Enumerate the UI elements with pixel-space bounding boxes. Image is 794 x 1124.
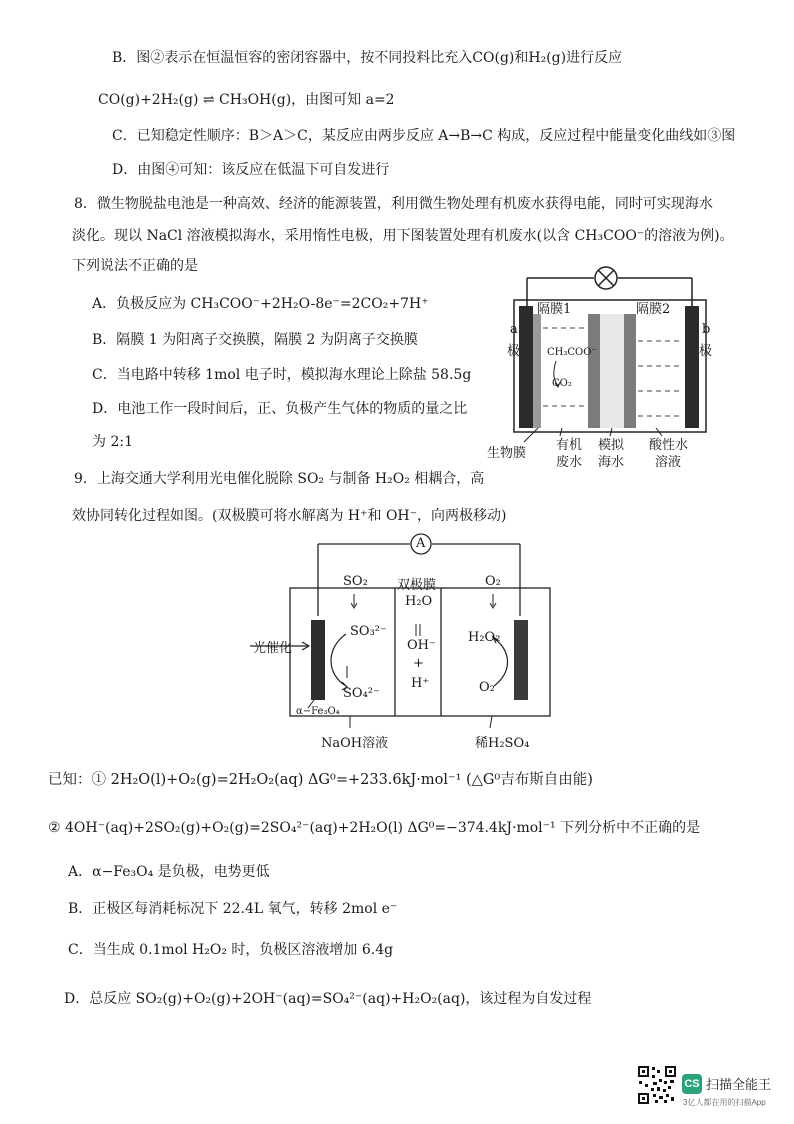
- so4-label: SO₄²⁻: [343, 686, 380, 701]
- qr-code-icon: [637, 1065, 677, 1105]
- membrane-2: [624, 314, 636, 428]
- camscanner-tagline: 3亿人都在用的扫描App: [683, 1098, 766, 1107]
- electrode-b-label-1: b: [702, 322, 711, 337]
- seawater-label-2: 海水: [598, 455, 625, 470]
- acid-label-2: 溶液: [655, 455, 682, 470]
- bipolar-label: 双极膜: [397, 578, 437, 593]
- q8-option-d-line2: 为 2:1: [92, 434, 133, 450]
- camscanner-logo: CS: [682, 1074, 702, 1094]
- h-label: H⁺: [411, 676, 430, 691]
- h2so4-label: 稀H₂SO₄: [475, 736, 530, 751]
- naoh-label: NaOH溶液: [321, 736, 389, 751]
- h2o2-label: H₂O₂: [468, 630, 501, 645]
- membrane-1: [588, 314, 600, 428]
- acid-label-1: 酸性水: [649, 438, 689, 453]
- q9-option-c: C．当生成 0.1mol H₂O₂ 时，负极区溶液增加 6.4g: [68, 942, 394, 958]
- fe3o4-electrode: [311, 620, 325, 700]
- co2-label: CO₂: [552, 378, 572, 389]
- q8-option-d-line1: D．电池工作一段时间后，正、负极产生气体的物质的量之比: [92, 401, 468, 417]
- plus-label: +: [413, 656, 424, 671]
- membrane1-label: 隔膜1: [537, 302, 572, 317]
- right-electrode: [514, 620, 528, 700]
- q8-option-b: B．隔膜 1 为阳离子交换膜，隔膜 2 为阴离子交换膜: [92, 332, 418, 348]
- q8-stem-line1: 8．微生物脱盐电池是一种高效、经济的能源装置，利用微生物处理有机废水获得电能，同时可实现海水: [74, 196, 713, 212]
- oh-label: OH⁻: [407, 638, 436, 653]
- q9-option-b: B．正极区每消耗标况下 22.4L 氧气，转移 2mol e⁻: [68, 901, 398, 917]
- q9-stem-line1: 9．上海交通大学利用光电催化脱除 SO₂ 与制备 H₂O₂ 相耦合，高: [74, 471, 485, 487]
- o2-label: O₂: [479, 680, 495, 695]
- seawater-label-1: 模拟: [598, 438, 625, 453]
- acetate-label: CH₃COO⁻: [547, 347, 597, 358]
- organic-label-1: 有机: [556, 438, 583, 453]
- q9-option-a: A．α−Fe₃O₄ 是负极，电势更低: [68, 864, 270, 880]
- organic-label-2: 废水: [556, 455, 583, 470]
- electrode-b: [685, 306, 699, 428]
- o2-top-label: O₂: [485, 574, 501, 589]
- electrode-a: [519, 306, 533, 428]
- electrode-a-label-1: a: [510, 322, 518, 337]
- q7-option-b-line2: CO(g)+2H₂(g) ⇌ CH₃OH(g)，由图可知 a=2: [98, 92, 395, 108]
- electrode-a-label-2: 极: [507, 344, 521, 359]
- so3-label: SO₃²⁻: [350, 624, 387, 639]
- q9-known-2: ② 4OH⁻(aq)+2SO₂(g)+O₂(g)=2SO₄²⁻(aq)+2H₂O(l) ΔG⁰=−374.4kJ·mol⁻¹ 下列分析中不正确的是: [48, 820, 701, 836]
- q9-stem-line2: 效协同转化过程如图。(双极膜可将水解离为 H⁺和 OH⁻，向两极移动): [72, 508, 507, 524]
- membrane2-label: 隔膜2: [636, 302, 671, 317]
- q9-known-1: 已知：① 2H₂O(l)+O₂(g)=2H₂O₂(aq) ΔG⁰=+233.6kJ·mol⁻¹ (△G⁰吉布斯自由能): [48, 772, 593, 788]
- light-label: 光催化: [253, 641, 293, 656]
- q8-option-c: C．当电路中转移 1mol 电子时，模拟海水理论上除盐 58.5g: [92, 367, 472, 383]
- q8-stem-line3: 下列说法不正确的是: [72, 258, 198, 274]
- h2o-label: H₂O: [405, 594, 433, 609]
- q9-option-d: D．总反应 SO₂(g)+O₂(g)+2OH⁻(aq)=SO₄²⁻(aq)+H₂O₂(aq)，该过程为自发过程: [64, 991, 592, 1007]
- q7-option-b-line1: B．图②表示在恒温恒容的密闭容器中，按不同投料比充入CO(g)和H₂(g)进行反应: [112, 50, 623, 66]
- electrode-b-label-2: 极: [699, 344, 713, 359]
- q7-option-c: C．已知稳定性顺序：B＞A＞C，某反应由两步反应 A→B→C 构成，反应过程中能量变化曲线如③图: [112, 128, 736, 144]
- biofilm-label: 生物膜: [487, 446, 527, 461]
- q8-option-a: A．负极反应为 CH₃COO⁻+2H₂O-8e⁻=2CO₂+7H⁺: [92, 296, 429, 312]
- q7-option-d: D．由图④可知：该反应在低温下可自发进行: [112, 162, 390, 178]
- camscanner-name: 扫描全能王: [706, 1077, 772, 1092]
- so2-label: SO₂: [343, 574, 368, 589]
- q8-stem-line2: 淡化。现以 NaCl 溶液模拟海水，采用惰性电极，用下图装置处理有机废水(以含 CH₃COO⁻的溶液为例)。: [72, 228, 734, 244]
- ammeter-label: A: [416, 536, 426, 551]
- fe3o4-label: α−Fe₃O₄: [296, 706, 340, 717]
